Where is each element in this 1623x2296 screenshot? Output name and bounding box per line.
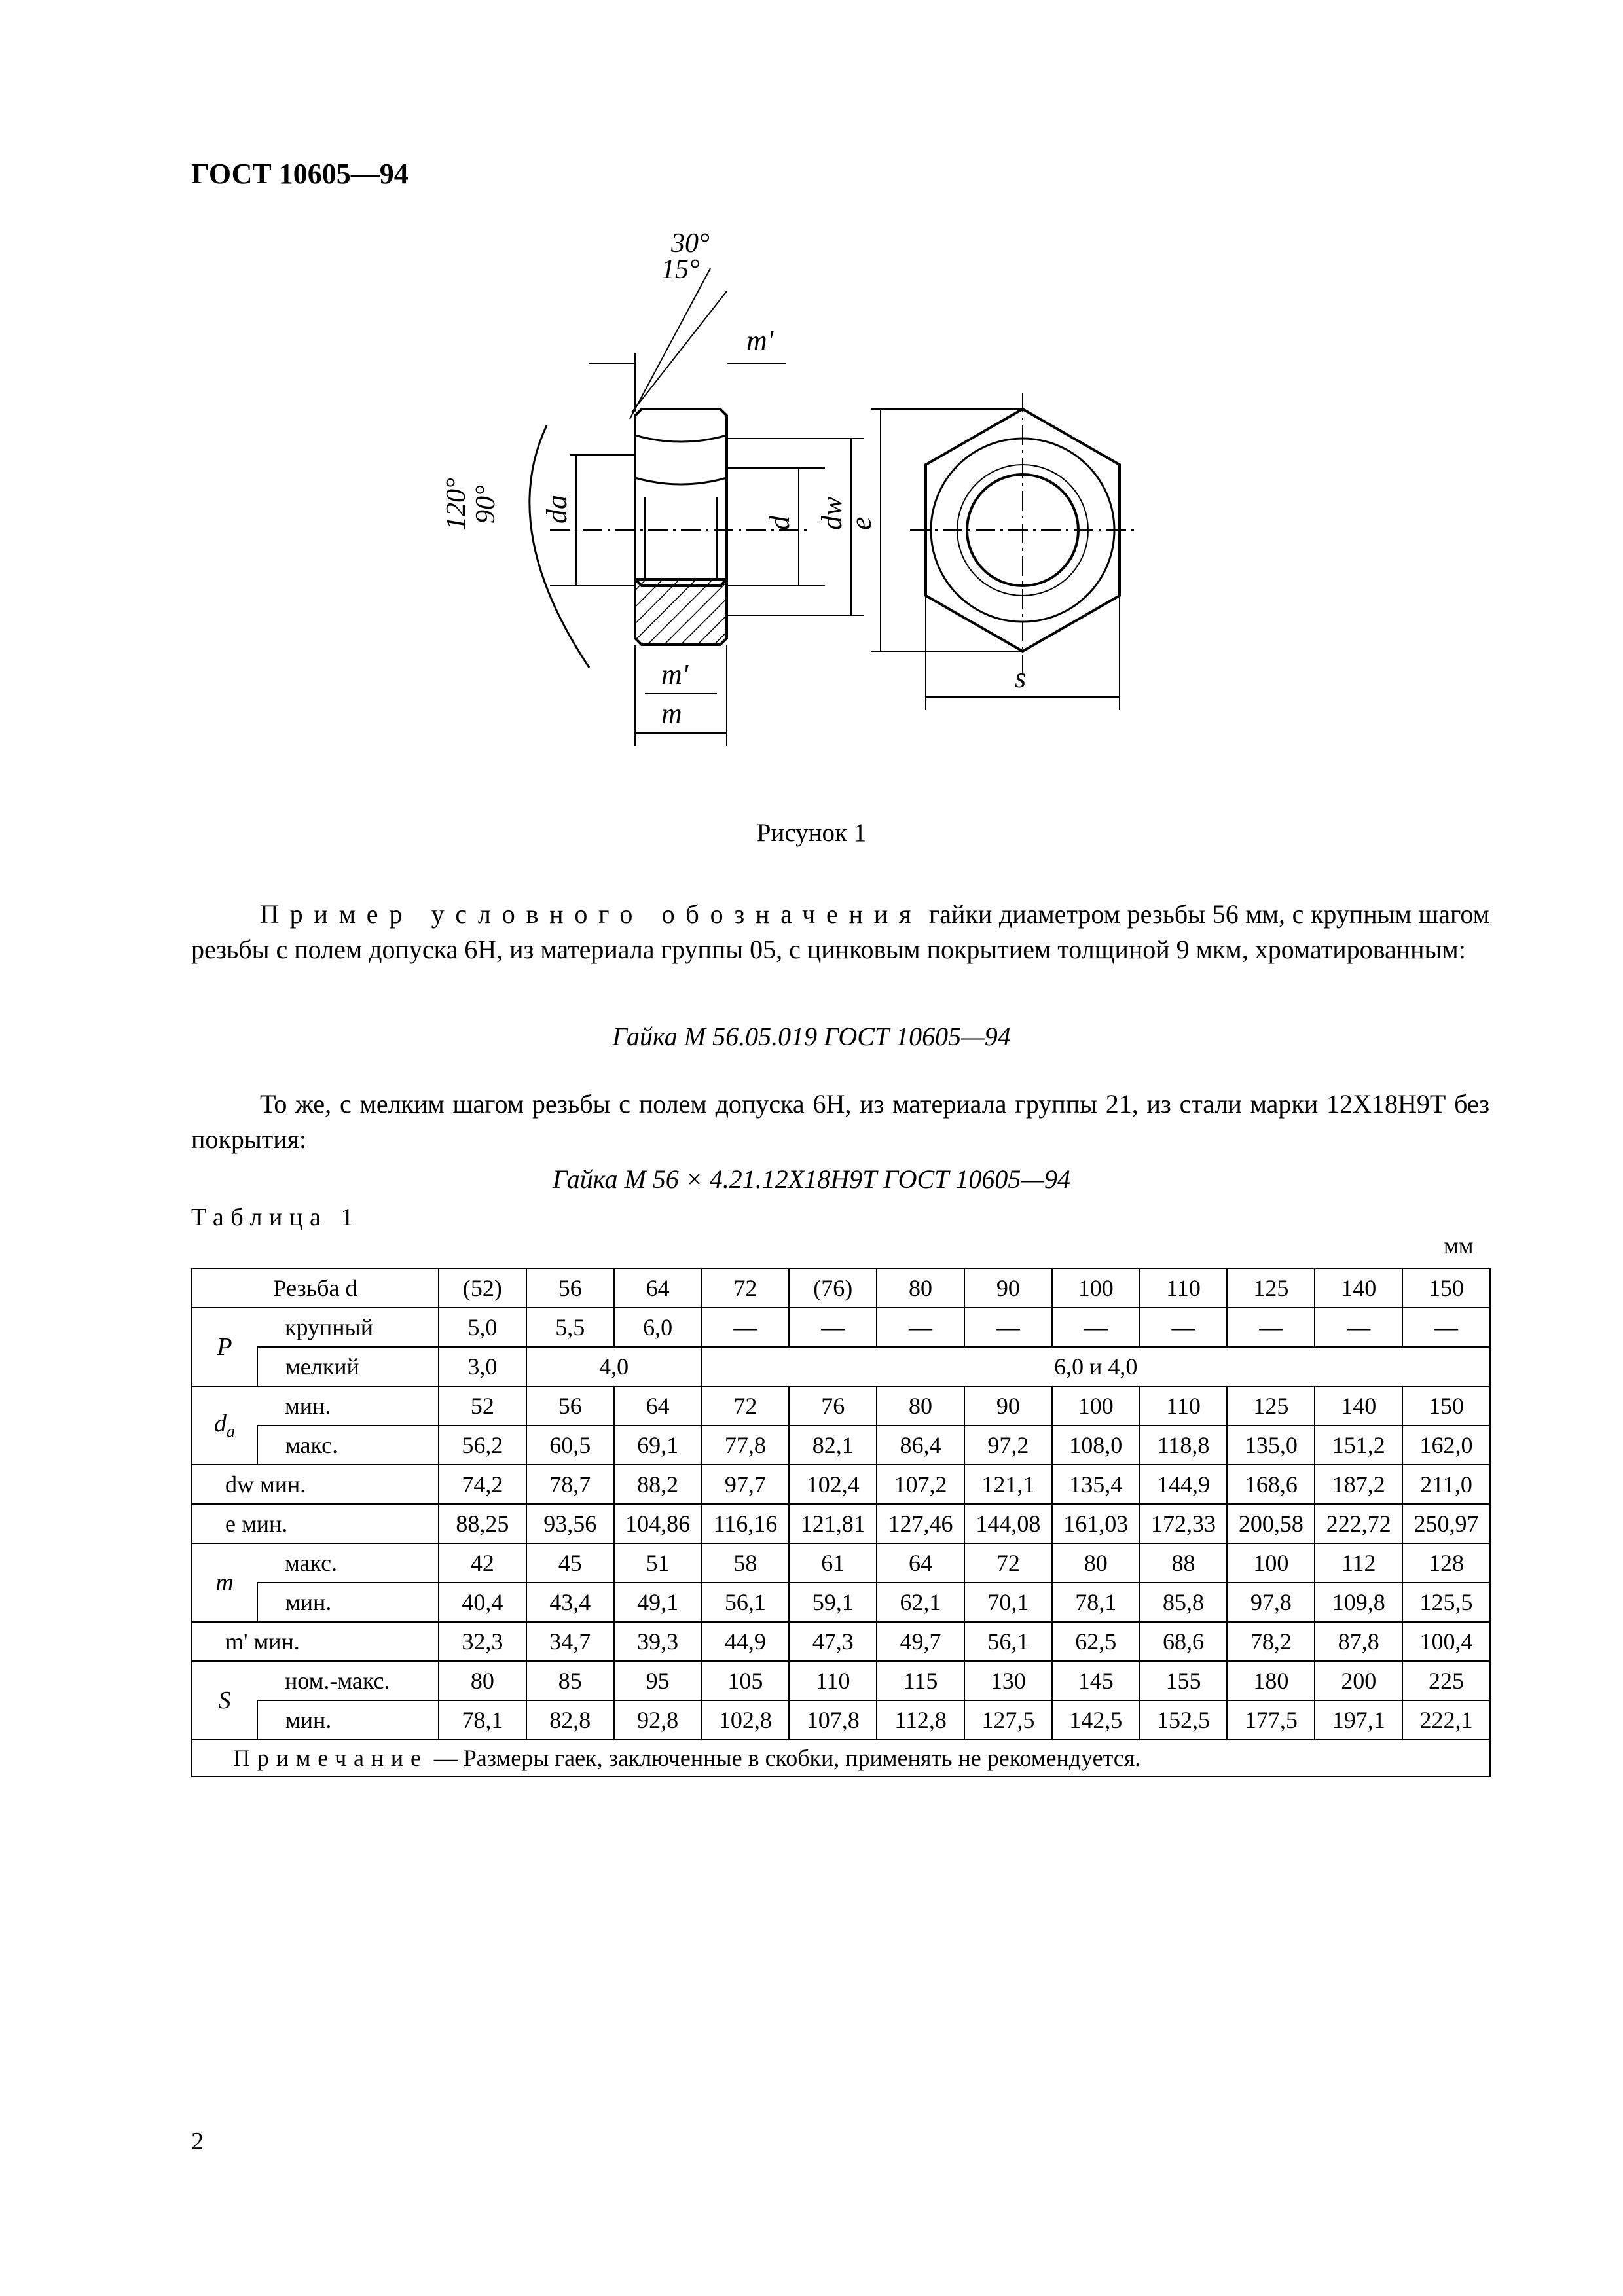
table-cell: 93,56: [526, 1504, 614, 1543]
row-label: m' мин.: [192, 1622, 439, 1661]
table-cell: 168,6: [1227, 1465, 1315, 1504]
table-row-m-min: [192, 1583, 1490, 1622]
table-cell: 104,86: [614, 1504, 702, 1543]
table-cell: 60,5: [526, 1426, 614, 1465]
table-cell: —: [1315, 1308, 1402, 1347]
table-cell: 180: [1227, 1661, 1315, 1700]
table-cell: 211,0: [1402, 1465, 1490, 1504]
table-cell: 72: [701, 1386, 789, 1426]
table-row-p-fine: [192, 1347, 1490, 1386]
table-cell: 72: [701, 1268, 789, 1308]
table-cell: 150: [1402, 1268, 1490, 1308]
table-cell: 82,8: [526, 1700, 614, 1740]
table-cell: 69,1: [614, 1426, 702, 1465]
table-cell: 162,0: [1402, 1426, 1490, 1465]
label-da: da: [541, 495, 573, 524]
row-label: мин.: [257, 1700, 439, 1740]
table-cell: 112: [1315, 1543, 1402, 1583]
table-note: [192, 1740, 1490, 1776]
label-m-prime-bottom: m': [661, 658, 689, 691]
table-cell: 45: [526, 1543, 614, 1583]
table-cell: 59,1: [789, 1583, 877, 1622]
table-cell: 3,0: [439, 1347, 526, 1386]
table-cell: 155: [1140, 1661, 1228, 1700]
table-cell: 85,8: [1140, 1583, 1228, 1622]
table-cell: 62,1: [877, 1583, 964, 1622]
symbol-da-sub: a: [227, 1422, 235, 1441]
label-e: e: [844, 516, 877, 530]
table-cell: 102,4: [789, 1465, 877, 1504]
table-cell: 222,72: [1315, 1504, 1402, 1543]
row-label: мин.: [257, 1583, 439, 1622]
table-cell: 47,3: [789, 1622, 877, 1661]
table-cell: 43,4: [526, 1583, 614, 1622]
thread-header: Резьба d: [192, 1268, 439, 1308]
table-cell: —: [1140, 1308, 1228, 1347]
table-cell: 152,5: [1140, 1700, 1228, 1740]
symbol-p: P: [192, 1308, 257, 1386]
table-cell: 97,8: [1227, 1583, 1315, 1622]
table-cell: 118,8: [1140, 1426, 1228, 1465]
table-cell: —: [701, 1308, 789, 1347]
table-row-da-max: [192, 1426, 1490, 1465]
table-cell: 150: [1402, 1386, 1490, 1426]
table-cell: 100: [1052, 1268, 1140, 1308]
table-cell: 85: [526, 1661, 614, 1700]
table-cell: 135,0: [1227, 1426, 1315, 1465]
table-cell: (52): [439, 1268, 526, 1308]
table-cell: 39,3: [614, 1622, 702, 1661]
table-cell: 127,5: [964, 1700, 1052, 1740]
table-cell: 80: [877, 1386, 964, 1426]
row-label: мин.: [257, 1386, 439, 1426]
row-label: dw мин.: [192, 1465, 439, 1504]
row-label: мелкий: [257, 1347, 439, 1386]
table-cell: 144,08: [964, 1504, 1052, 1543]
table-cell: 64: [614, 1386, 702, 1426]
table-units: мм: [1444, 1232, 1474, 1259]
table-cell: 61: [789, 1543, 877, 1583]
table-cell: 74,2: [439, 1465, 526, 1504]
table-cell: 87,8: [1315, 1622, 1402, 1661]
table-cell: 187,2: [1315, 1465, 1402, 1504]
table-cell: 144,9: [1140, 1465, 1228, 1504]
table-cell: 76: [789, 1386, 877, 1426]
table-cell: 80: [877, 1268, 964, 1308]
table-cell: 90: [964, 1386, 1052, 1426]
table-row-dw: [192, 1465, 1490, 1504]
figure-caption: Рисунок 1: [756, 819, 867, 847]
table-cell: 125,5: [1402, 1583, 1490, 1622]
table-cell: 90: [964, 1268, 1052, 1308]
table-cell: 86,4: [877, 1426, 964, 1465]
table-cell: 110: [789, 1661, 877, 1700]
table-cell: 51: [614, 1543, 702, 1583]
table-cell: 100: [1227, 1543, 1315, 1583]
table-cell: 6,0 и 4,0: [701, 1347, 1490, 1386]
note-text: — Размеры гаек, заключенные в скобки, применять не рекомендуется.: [428, 1745, 1141, 1771]
table-cell: 4,0: [526, 1347, 702, 1386]
designation-1: Гайка М 56.05.019 ГОСТ 10605—94: [612, 1022, 1011, 1051]
table-cell: 197,1: [1315, 1700, 1402, 1740]
table-cell: —: [1402, 1308, 1490, 1347]
table-row-s-min: [192, 1700, 1490, 1740]
label-dw: dw: [816, 496, 848, 530]
table-cell: 110: [1140, 1268, 1228, 1308]
dimensions-table: [191, 1268, 1491, 1777]
table-cell: 80: [439, 1661, 526, 1700]
label-angle-120: 120°: [441, 478, 471, 530]
table-cell: 115: [877, 1661, 964, 1700]
table-cell: 52: [439, 1386, 526, 1426]
table-cell: —: [789, 1308, 877, 1347]
table-cell: 102,8: [701, 1700, 789, 1740]
table-cell: 82,1: [789, 1426, 877, 1465]
top-view: [844, 393, 1150, 710]
table-cell: 32,3: [439, 1622, 526, 1661]
label-m-prime-top: m': [746, 325, 774, 357]
label-s: s: [1015, 662, 1027, 694]
table-cell: 49,1: [614, 1583, 702, 1622]
table-cell: 225: [1402, 1661, 1490, 1700]
table-cell: 130: [964, 1661, 1052, 1700]
table-cell: 88,2: [614, 1465, 702, 1504]
label-angle-30: 30°: [671, 228, 710, 259]
table-cell: 78,1: [439, 1700, 526, 1740]
table-row-e: [192, 1504, 1490, 1543]
table-row-note: [192, 1740, 1490, 1776]
table-cell: 77,8: [701, 1426, 789, 1465]
table-cell: —: [877, 1308, 964, 1347]
table-cell: 56: [526, 1386, 614, 1426]
table-cell: 107,8: [789, 1700, 877, 1740]
table-cell: 6,0: [614, 1308, 702, 1347]
table-cell: 161,03: [1052, 1504, 1140, 1543]
table-cell: 107,2: [877, 1465, 964, 1504]
table-cell: 145: [1052, 1661, 1140, 1700]
table-row-m-prime: [192, 1622, 1490, 1661]
symbol-s: S: [192, 1661, 257, 1740]
table-cell: 64: [614, 1268, 702, 1308]
table-cell: 100: [1052, 1386, 1140, 1426]
table-cell: 34,7: [526, 1622, 614, 1661]
table-cell: 80: [1052, 1543, 1140, 1583]
table-cell: 110: [1140, 1386, 1228, 1426]
table-cell: 112,8: [877, 1700, 964, 1740]
table-cell: 68,6: [1140, 1622, 1228, 1661]
label-angle-15: 15°: [661, 255, 700, 285]
document-header: ГОСТ 10605—94: [191, 158, 409, 190]
table-cell: —: [1052, 1308, 1140, 1347]
table-cell: 56,1: [964, 1622, 1052, 1661]
table-cell: 121,1: [964, 1465, 1052, 1504]
designation-2: Гайка М 56 × 4.21.12Х18Н9Т ГОСТ 10605—94: [553, 1164, 1070, 1194]
table-cell: 200,58: [1227, 1504, 1315, 1543]
table-cell: 108,0: [1052, 1426, 1140, 1465]
label-m: m: [661, 698, 682, 730]
table-cell: 116,16: [701, 1504, 789, 1543]
table-row-s-nom: [192, 1661, 1490, 1700]
table-cell: (76): [789, 1268, 877, 1308]
table-row-p-coarse: [192, 1308, 1490, 1347]
table-cell: 56: [526, 1268, 614, 1308]
table-cell: 95: [614, 1661, 702, 1700]
table-cell: 172,33: [1140, 1504, 1228, 1543]
table-cell: —: [1227, 1308, 1315, 1347]
table-row-da-min: [192, 1386, 1490, 1426]
table-cell: 97,2: [964, 1426, 1052, 1465]
row-label: ном.-макс.: [257, 1661, 439, 1700]
table-cell: 42: [439, 1543, 526, 1583]
symbol-da: $d_a$: [192, 1386, 257, 1465]
table-cell: 140: [1315, 1386, 1402, 1426]
table-cell: 121,81: [789, 1504, 877, 1543]
table-cell: 78,1: [1052, 1583, 1140, 1622]
table-cell: 64: [877, 1543, 964, 1583]
example-text: гайки диаметром резьбы 56 мм, с крупным шагом резьбы с полем допуска 6Н, из материала группы 05, с цинковым покрытием толщиной 9 мкм, хроматированным:: [191, 899, 1489, 964]
table-cell: 88,25: [439, 1504, 526, 1543]
symbol-m: m: [192, 1543, 257, 1622]
table-cell: 135,4: [1052, 1465, 1140, 1504]
side-view: [441, 228, 864, 746]
label-d: d: [763, 516, 795, 530]
row-label: макс.: [257, 1426, 439, 1465]
table-cell: 5,5: [526, 1308, 614, 1347]
table-cell: 56,2: [439, 1426, 526, 1465]
table-cell: 70,1: [964, 1583, 1052, 1622]
table-cell: 105: [701, 1661, 789, 1700]
note-word: Примечание: [233, 1745, 428, 1771]
table-cell: 88: [1140, 1543, 1228, 1583]
row-label: крупный: [257, 1308, 439, 1347]
label-angle-90: 90°: [471, 485, 501, 524]
table-cell: 127,46: [877, 1504, 964, 1543]
figure-1-drawing: [419, 223, 1257, 798]
table-cell: 56,1: [701, 1583, 789, 1622]
table-cell: 128: [1402, 1543, 1490, 1583]
table-cell: 78,7: [526, 1465, 614, 1504]
table-cell: 222,1: [1402, 1700, 1490, 1740]
page-number: 2: [191, 2128, 204, 2155]
table-cell: 109,8: [1315, 1583, 1402, 1622]
table-row-thread: [192, 1268, 1490, 1308]
table-cell: —: [964, 1308, 1052, 1347]
table-cell: 125: [1227, 1268, 1315, 1308]
table-cell: 44,9: [701, 1622, 789, 1661]
table-row-m-max: [192, 1543, 1490, 1583]
table-cell: 40,4: [439, 1583, 526, 1622]
table-cell: 200: [1315, 1661, 1402, 1700]
table-cell: 72: [964, 1543, 1052, 1583]
table-cell: 78,2: [1227, 1622, 1315, 1661]
example-paragraph-1: [191, 897, 1489, 967]
table-cell: 97,7: [701, 1465, 789, 1504]
table-cell: 177,5: [1227, 1700, 1315, 1740]
table-cell: 140: [1315, 1268, 1402, 1308]
table-cell: 250,97: [1402, 1504, 1490, 1543]
table-label: Таблица 1: [191, 1204, 361, 1231]
table-cell: 92,8: [614, 1700, 702, 1740]
table-cell: 58: [701, 1543, 789, 1583]
table-cell: 151,2: [1315, 1426, 1402, 1465]
row-label: макс.: [257, 1543, 439, 1583]
table-cell: 62,5: [1052, 1622, 1140, 1661]
table-cell: 125: [1227, 1386, 1315, 1426]
table-cell: 5,0: [439, 1308, 526, 1347]
table-cell: 142,5: [1052, 1700, 1140, 1740]
row-label: е мин.: [192, 1504, 439, 1543]
example-paragraph-2: То же, с мелким шагом резьбы с полем допуска 6Н, из материала группы 21, из стали марки 12Х18Н9Т без покрытия:: [191, 1089, 1489, 1154]
table-cell: 49,7: [877, 1622, 964, 1661]
table-cell: 100,4: [1402, 1622, 1490, 1661]
example-lead: Пример условного обозначения: [260, 899, 922, 929]
